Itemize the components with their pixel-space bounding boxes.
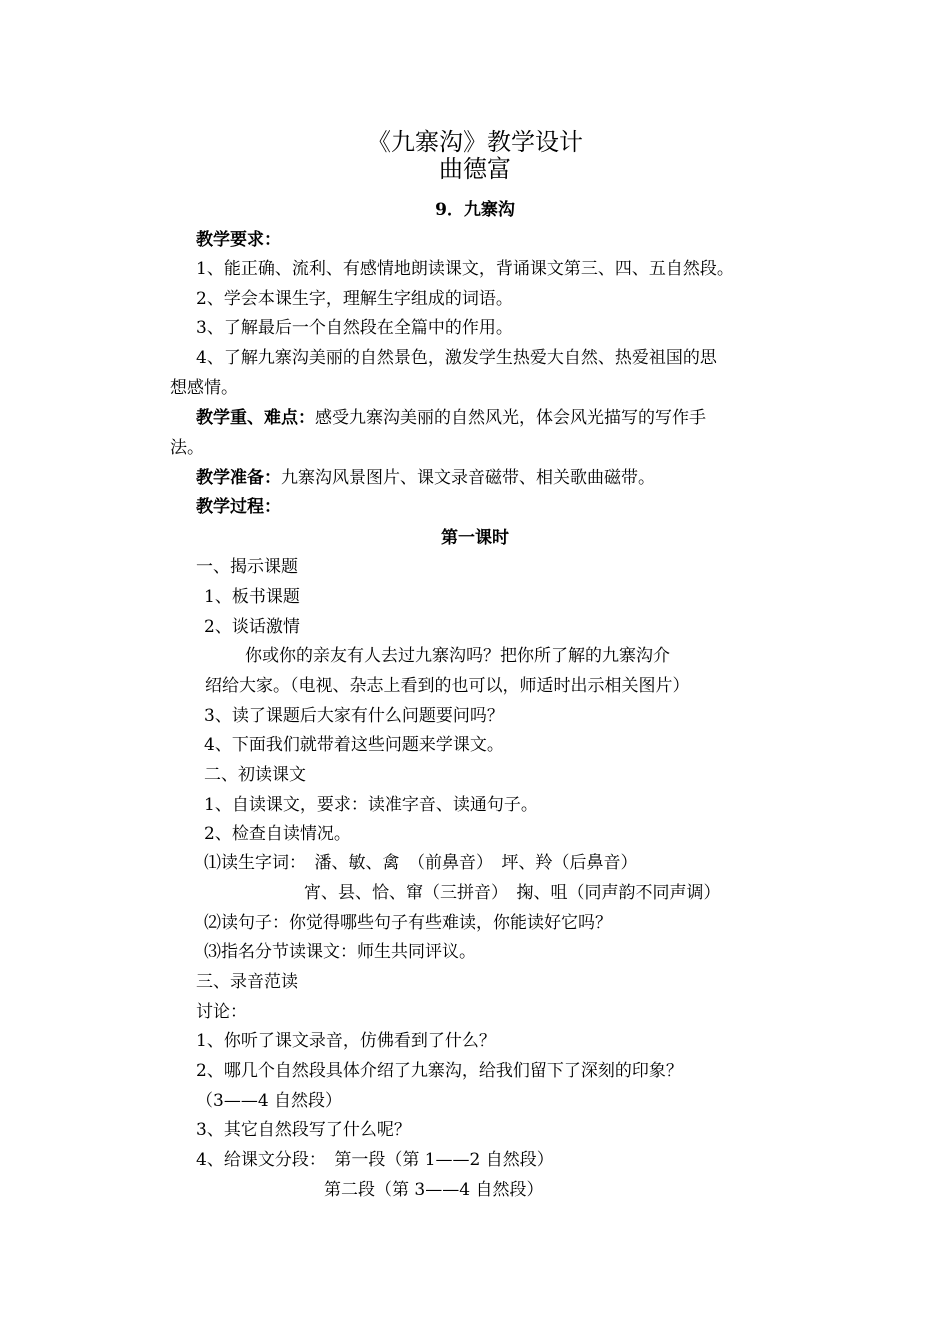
body-line: 1、你听了课文录音，仿佛看到了什么？: [196, 1031, 496, 1051]
requirements-label: 教学要求：: [196, 230, 281, 250]
body-line: 绍给大家。（电视、杂志上看到的也可以，师适时出示相关图片）: [205, 676, 690, 696]
preparation-paragraph: [196, 467, 655, 489]
body-line: 4、下面我们就带着这些问题来学课文。: [204, 735, 504, 755]
process-label: 教学过程：: [196, 497, 281, 517]
body-line: 你或你的亲友有人去过九寨沟吗？把你所了解的九寨沟介: [245, 646, 670, 666]
preparation-text: 九寨沟风景图片、课文录音磁带、相关歌曲磁带。: [281, 468, 655, 488]
body-line: ⑵读句子：你觉得哪些句子有些难读，你能读好它吗？: [204, 913, 612, 933]
body-line: 2、哪几个自然段具体介绍了九寨沟，给我们留下了深刻的印象？: [196, 1061, 683, 1081]
session-heading: 第一课时: [441, 528, 509, 548]
lesson-heading: 9．九寨沟: [435, 200, 515, 220]
requirement-item-continuation: 想感情。: [170, 378, 238, 398]
body-line: 2、谈话激情: [204, 617, 300, 637]
key-points-paragraph: [196, 407, 706, 429]
body-line: 2、检查自读情况。: [204, 824, 351, 844]
body-line: ⑶指名分节读课文：师生共同评议。: [204, 942, 476, 962]
requirement-item: 3、了解最后一个自然段在全篇中的作用。: [196, 318, 513, 338]
document-author: 曲德富: [439, 155, 511, 183]
body-line: 3、其它自然段写了什么呢？: [196, 1120, 411, 1140]
body-line: 讨论：: [196, 1002, 247, 1022]
preparation-label: 教学准备：: [196, 468, 281, 488]
body-line: 4、给课文分段： 第一段（第 1——2 自然段）: [196, 1150, 554, 1170]
body-line: 一、揭示课题: [196, 557, 298, 577]
body-line: 第二段（第 3——4 自然段）: [324, 1180, 544, 1200]
key-points-label: 教学重、难点：: [196, 408, 315, 428]
body-line: ⑴读生字词： 潘、敏、禽 （前鼻音） 坪、羚（后鼻音）: [204, 853, 638, 873]
body-line: 二、初读课文: [204, 765, 306, 785]
document-title: 《九寨沟》教学设计: [367, 128, 583, 156]
body-line: 1、板书课题: [204, 587, 300, 607]
key-points-continuation: 法。: [170, 438, 204, 458]
requirement-item: 1、能正确、流利、有感情地朗读课文，背诵课文第三、四、五自然段。: [196, 259, 734, 279]
body-line: 1、自读课文，要求：读准字音、读通句子。: [204, 795, 538, 815]
key-points-text: 感受九寨沟美丽的自然风光，体会风光描写的写作手: [315, 408, 706, 428]
requirement-item: 2、学会本课生字，理解生字组成的词语。: [196, 289, 513, 309]
body-line: 宵、县、恰、窜（三拼音） 掬、咀（同声韵不同声调）: [304, 883, 721, 903]
body-line: 三、录音范读: [196, 972, 298, 992]
body-line: 3、读了课题后大家有什么问题要问吗？: [204, 706, 504, 726]
body-line: （3——4 自然段）: [196, 1091, 343, 1111]
requirement-item: 4、了解九寨沟美丽的自然景色，激发学生热爱大自然、热爱祖国的思: [196, 348, 717, 368]
